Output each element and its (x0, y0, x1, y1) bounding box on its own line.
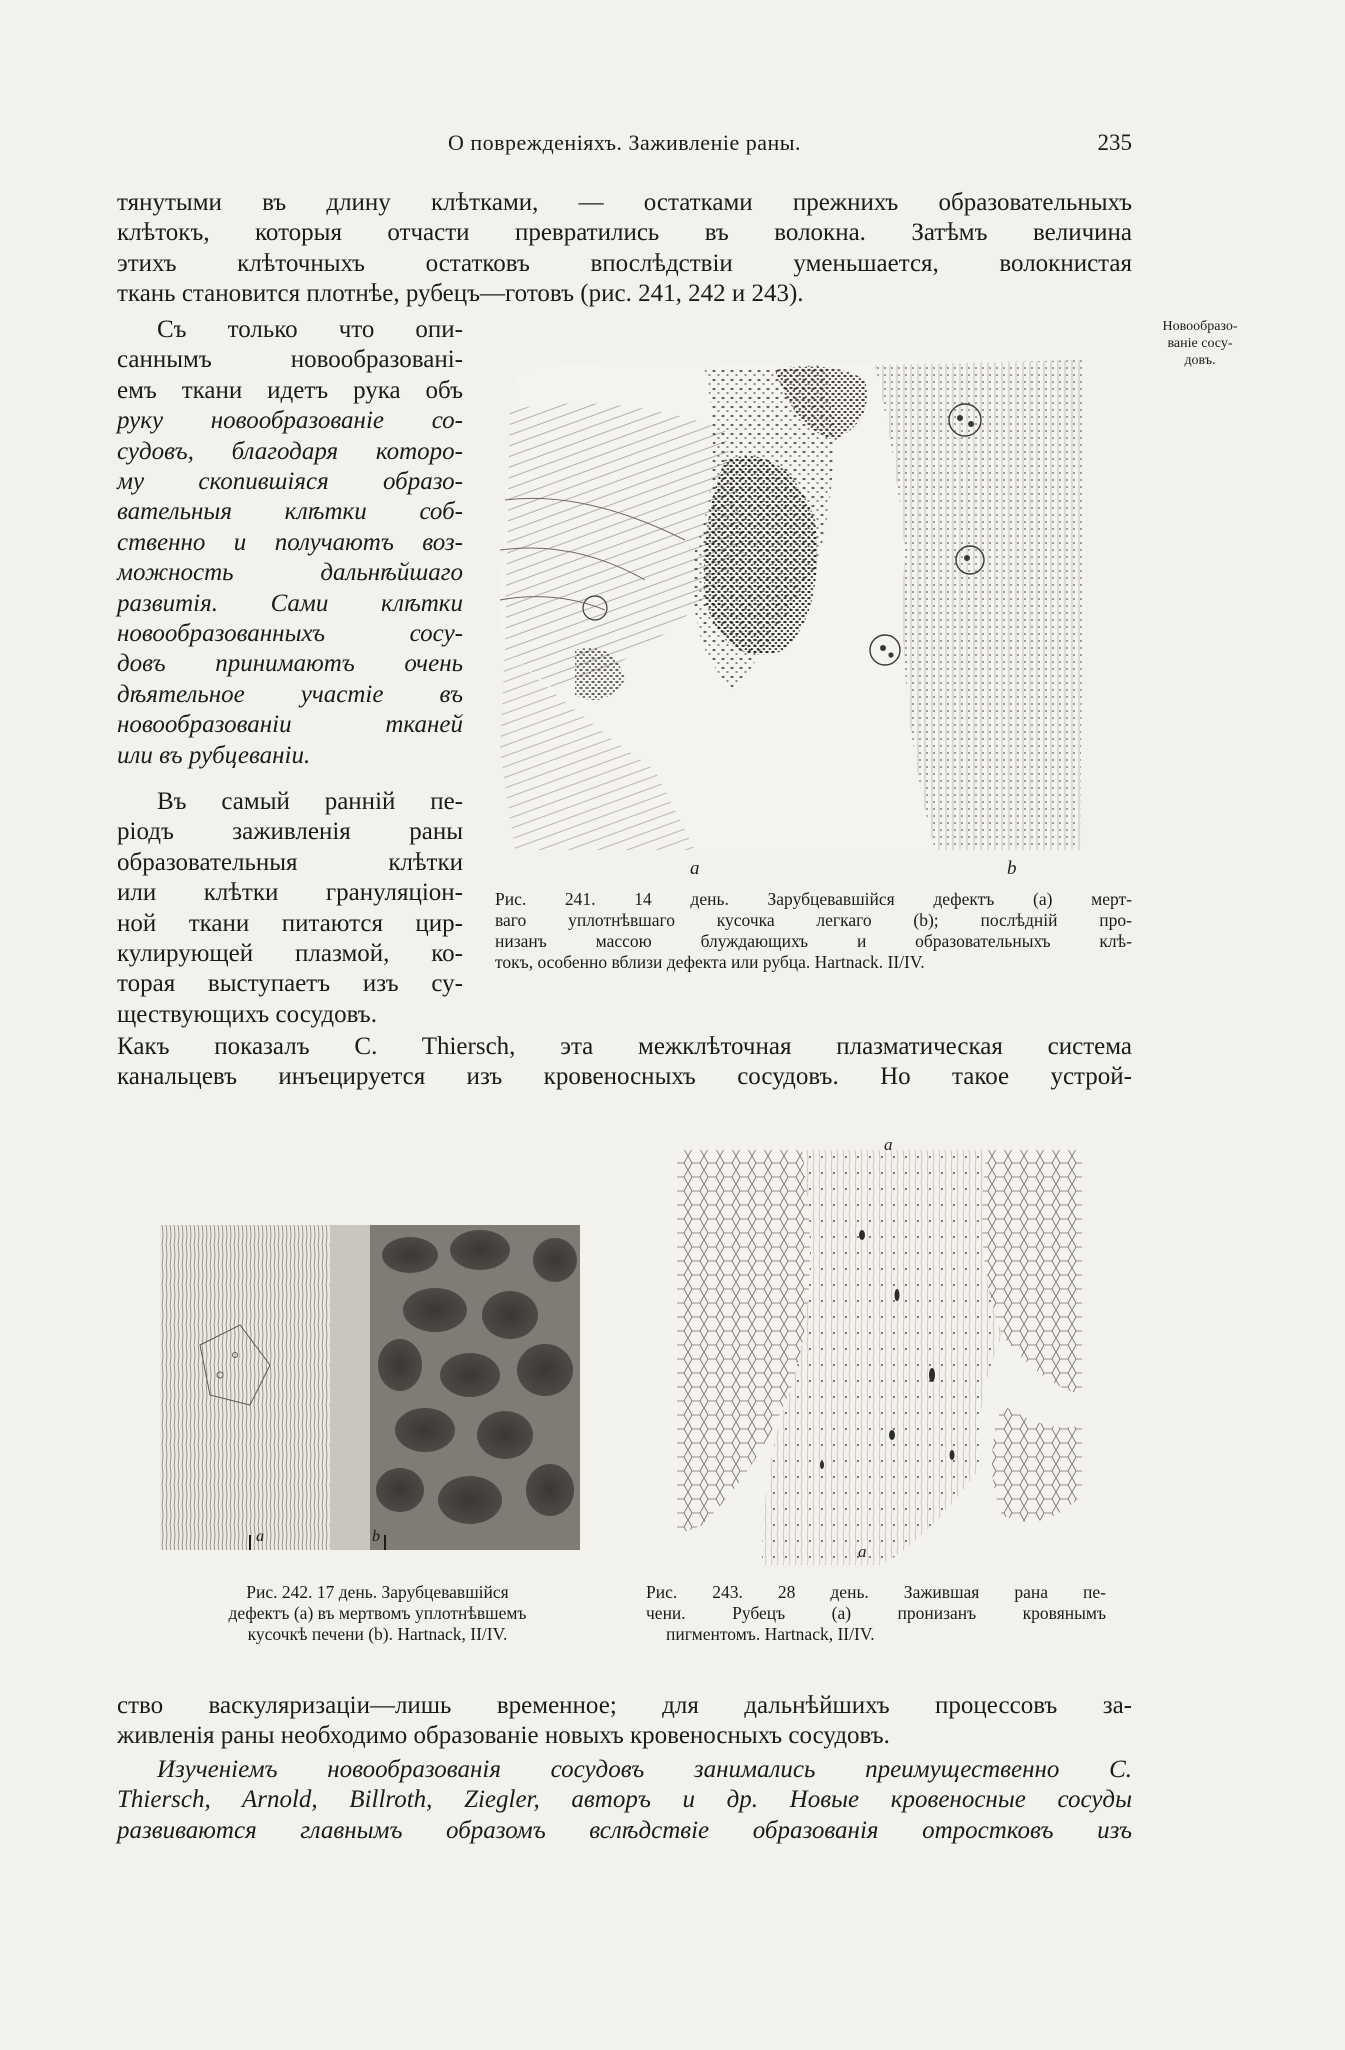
text-line: Въ самый ранній пе- (157, 788, 463, 815)
caption-line: низанъ массою блуждающихъ и образовательныхъ клѣ- (495, 931, 1132, 951)
page-number: 235 (1097, 130, 1132, 155)
figure-242-label-b: b (372, 1528, 380, 1545)
text-line: ной ткани питаются цир- (117, 909, 463, 937)
text-line: Изученіемъ новообразованія сосудовъ занимались преимущественно C. (157, 1756, 1132, 1783)
figure-242-illustration (160, 1225, 580, 1550)
text-line: живленія раны необходимо образованіе новыхъ кровеносныхъ сосудовъ. (117, 1722, 890, 1750)
text-line: новообразованіи тканей (117, 711, 463, 739)
figure-243-label-top: a (884, 1135, 893, 1154)
caption-line: Рис. 242. 17 день. Зарубцевавшійся (246, 1582, 509, 1602)
text-line: ство васкуляризаціи—лишь временное; для дальнѣйшихъ процессовъ за- (117, 1692, 1132, 1719)
text-line: ткань становится плотнѣе, рубецъ—готовъ (рис. 241, 242 и 243). (117, 280, 804, 308)
text-line: дѣятельное участіе въ (117, 680, 463, 708)
margin-note-line: довъ. (1184, 353, 1216, 368)
text-line: довъ принимаютъ очень (117, 650, 463, 678)
margin-note-line: ваніе сосу- (1167, 336, 1233, 351)
text-line: Какъ показалъ C. Thiersch, эта межклѣточная плазматическая система (117, 1033, 1132, 1060)
figure-243-caption (646, 1582, 1106, 1645)
text-line: развиваются главнымъ образомъ вслѣдствіе образованія отростковъ изъ (117, 1816, 1132, 1844)
paragraph-intro (117, 188, 1132, 310)
caption-line: Рис. 243. 28 день. Зажившая рана пе- (646, 1582, 1106, 1602)
text-line: Thiersch, Arnold, Billroth, Ziegler, авторъ и др. Новые кровеносные сосуды (117, 1786, 1132, 1814)
text-line: торая выступаетъ изъ су- (117, 970, 463, 998)
margin-note-line: Новообразо- (1162, 319, 1238, 334)
figure-241 (495, 350, 1100, 879)
text-line: можность дальнѣйшаго (117, 559, 463, 587)
text-line: ріодъ заживленія раны (117, 818, 463, 846)
text-line: му скопившіяся образо- (117, 468, 463, 496)
running-title: О поврежденіяхъ. Заживленіе раны. (447, 130, 802, 155)
paragraph-vessels (117, 315, 463, 771)
text-line: образовательныя клѣтки (117, 848, 463, 876)
figure-242 (160, 1225, 580, 1550)
caption-line: пигментомъ. Hartnack, II/IV. (666, 1624, 875, 1644)
text-line: ществующихъ сосудовъ. (117, 1000, 377, 1028)
text-line: развитія. Сами клѣтки (117, 589, 463, 617)
caption-line: кусочкѣ печени (b). Hartnack, II/IV. (247, 1624, 508, 1644)
margin-note (1140, 318, 1260, 369)
text-line: руку новообразованіе со- (117, 407, 463, 435)
caption-line: Рис. 241. 14 день. Зарубцевавшійся дефектъ (a) мерт- (495, 889, 1132, 909)
text-line: тянутыми въ длину клѣтками, — остатками прежнихъ образовательныхъ (117, 189, 1132, 216)
text-line: канальцевъ инъецируется изъ кровеносныхъ сосудовъ. Но такое устрой- (117, 1063, 1132, 1091)
text-line: Съ только что опи- (157, 316, 463, 343)
text-line: или въ рубцеваніи. (117, 741, 311, 769)
figure-241-caption (495, 889, 1132, 973)
paragraph-research (117, 1755, 1132, 1846)
text-line: саннымъ новообразовані- (117, 346, 463, 374)
text-line: новообразованныхъ сосу- (117, 620, 463, 648)
figure-241-label-b: b (1007, 858, 1017, 879)
paragraph-plasma (117, 787, 463, 1030)
figure-243-illustration (672, 1135, 1087, 1570)
text-line: этихъ клѣточныхъ остатковъ впослѣдствіи уменьшается, волокнистая (117, 249, 1132, 277)
text-line: ственно и получаютъ воз- (117, 528, 463, 556)
figure-241-label-a: a (690, 858, 700, 879)
figure-241-illustration (495, 350, 1100, 855)
text-line: клѣтокъ, которыя отчасти превратились въ волокна. Затѣмъ величина (117, 219, 1132, 247)
text-line: кулирующей плазмой, ко- (117, 940, 463, 968)
text-line: или клѣтки грануляціон- (117, 879, 463, 907)
figure-243 (672, 1135, 1087, 1570)
paragraph-vascularization (117, 1691, 1132, 1752)
page-header (117, 130, 1132, 164)
figure-242-caption (150, 1582, 605, 1645)
caption-line: ваго уплотнѣвшаго кусочка легкаго (b); послѣдній про- (495, 910, 1132, 930)
text-line: судовъ, благодаря которо- (117, 437, 463, 465)
text-line: вательныя клѣтки соб- (117, 498, 463, 526)
paragraph-plasma-continued (117, 1032, 1132, 1093)
text-line: емъ ткани идетъ рука объ (117, 376, 463, 404)
figure-242-label-a: a (256, 1528, 264, 1545)
caption-line: токъ, особенно вблизи дефекта или рубца. Hartnack. II/IV. (495, 952, 925, 972)
caption-line: дефектъ (a) въ мертвомъ уплотнѣвшемъ (228, 1603, 527, 1623)
figure-243-label-bottom: a (858, 1542, 867, 1561)
caption-line: чени. Рубецъ (a) пронизанъ кровянымъ (646, 1603, 1106, 1623)
